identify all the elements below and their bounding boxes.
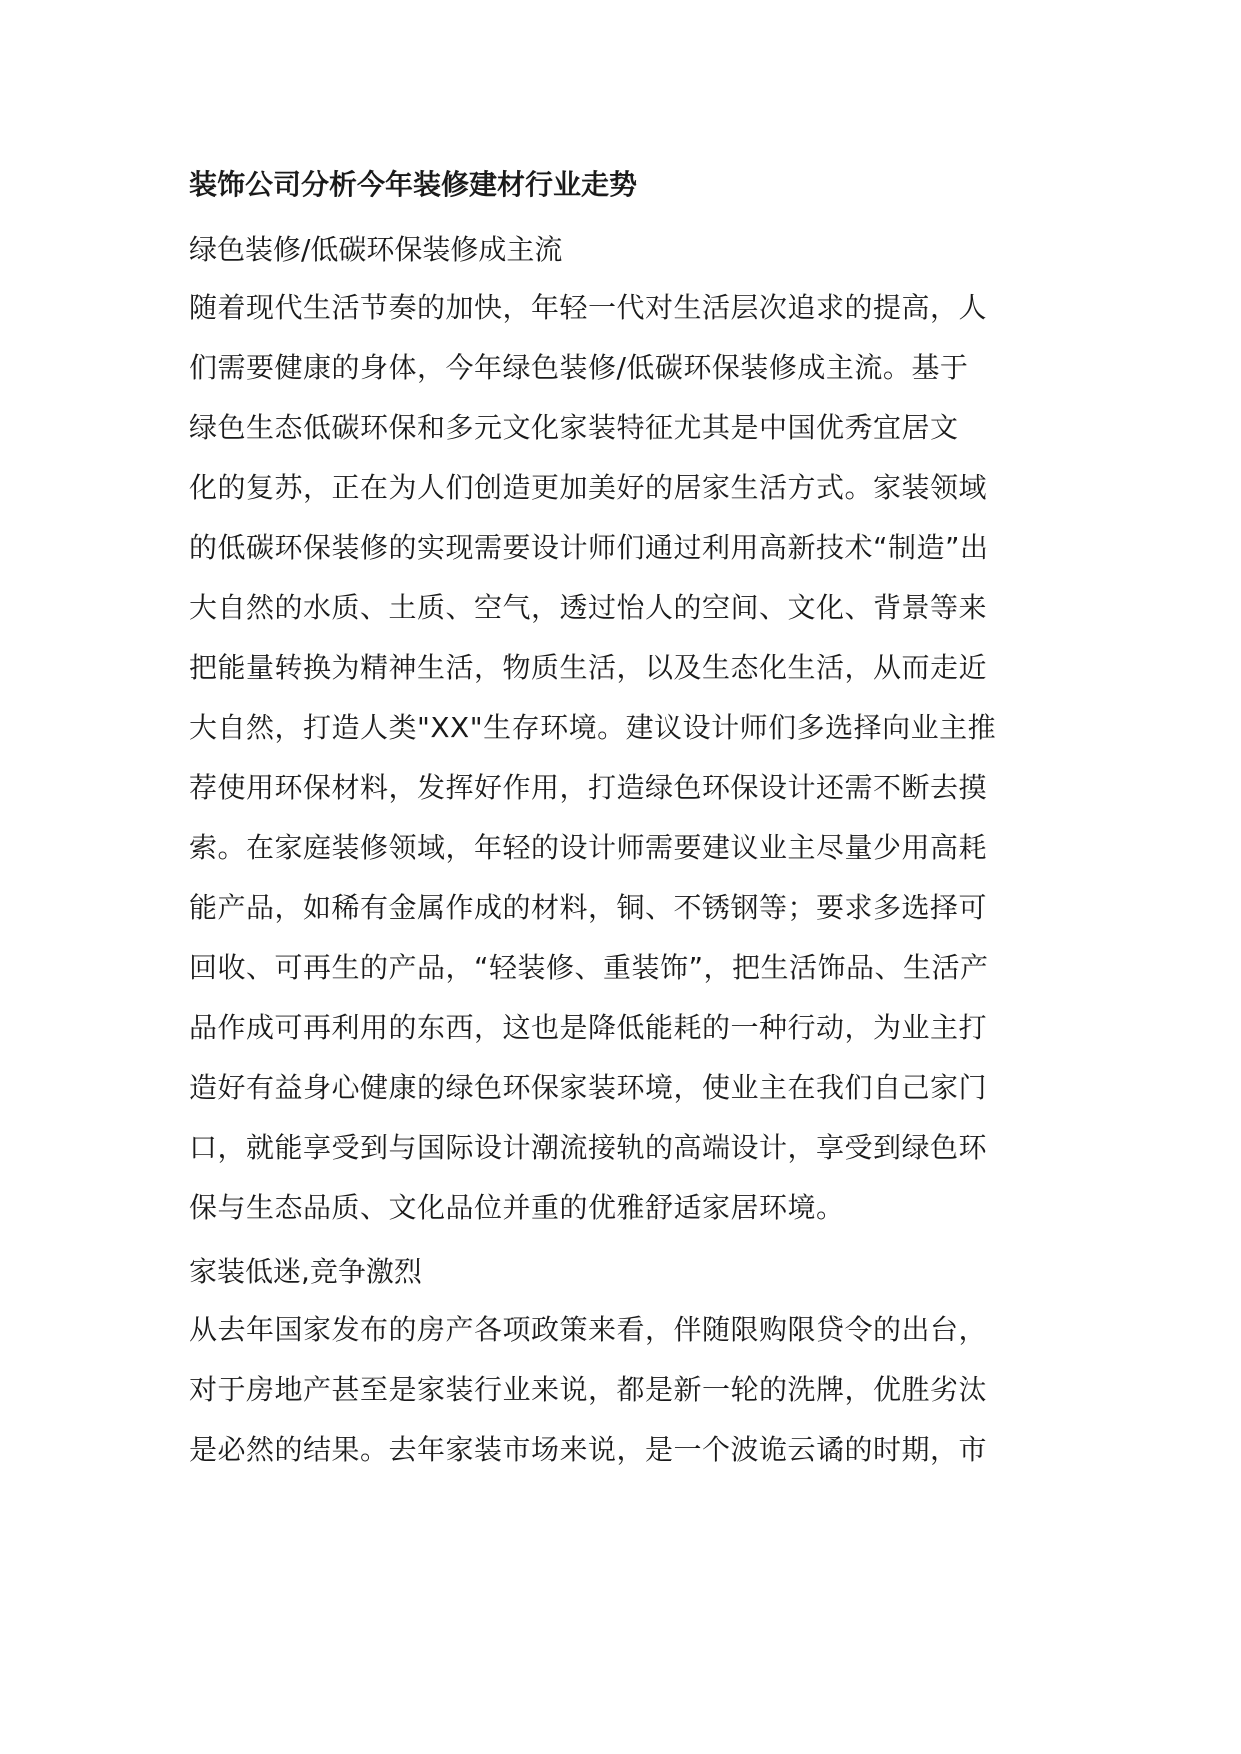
paragraph-line: 对于房地产甚至是家装行业来说，都是新一轮的洗牌，优胜劣汰 <box>189 1373 988 1406</box>
paragraph-line: 绿色生态低碳环保和多元文化家装特征尤其是中国优秀宜居文 <box>189 411 959 444</box>
paragraph-line: 品作成可再利用的东西，这也是降低能耗的一种行动，为业主打 <box>189 1011 988 1044</box>
paragraph-line: 随着现代生活节奏的加快，年轻一代对生活层次追求的提高，人 <box>189 291 988 324</box>
paragraph-line: 的低碳环保装修的实现需要设计师们通过利用高新技术“制造”出 <box>189 531 989 564</box>
section-heading-green-decoration: 绿色装修/低碳环保装修成主流 <box>189 233 563 266</box>
document-title: 装饰公司分析今年装修建材行业走势 <box>189 168 638 201</box>
paragraph-line: 荐使用环保材料，发挥好作用，打造绿色环保设计还需不断去摸 <box>189 771 988 804</box>
paragraph-line: 把能量转换为精神生活，物质生活，以及生态化生活，从而走近 <box>189 651 988 684</box>
paragraph-line: 们需要健康的身体，今年绿色装修/低碳环保装修成主流。基于 <box>189 351 969 384</box>
paragraph-line: 大自然，打造人类"XX"生存环境。建议设计师们多选择向业主推 <box>189 711 997 744</box>
section-paragraph-green-decoration <box>189 278 1059 1238</box>
document-body <box>189 165 1059 1480</box>
section-heading-market-competition: 家装低迷,竞争激烈 <box>189 1255 422 1288</box>
paragraph-line: 从去年国家发布的房产各项政策来看，伴随限购限贷令的出台， <box>189 1313 988 1346</box>
paragraph-line: 是必然的结果。去年家装市场来说，是一个波诡云谲的时期，市 <box>189 1433 988 1466</box>
paragraph-line: 大自然的水质、土质、空气，透过怡人的空间、文化、背景等来 <box>189 591 988 624</box>
paragraph-line: 化的复苏，正在为人们创造更加美好的居家生活方式。家装领域 <box>189 471 988 504</box>
paragraph-line: 索。在家庭装修领域，年轻的设计师需要建议业主尽量少用高耗 <box>189 831 988 864</box>
paragraph-line: 回收、可再生的产品，“轻装修、重装饰”，把生活饰品、生活产 <box>189 951 989 984</box>
paragraph-line: 口，就能享受到与国际设计潮流接轨的高端设计，享受到绿色环 <box>189 1131 988 1164</box>
section-paragraph-market-competition <box>189 1300 1059 1480</box>
paragraph-line: 能产品，如稀有金属作成的材料，铜、不锈钢等；要求多选择可 <box>189 891 988 924</box>
paragraph-line: 造好有益身心健康的绿色环保家装环境，使业主在我们自己家门 <box>189 1071 988 1104</box>
paragraph-line: 保与生态品质、文化品位并重的优雅舒适家居环境。 <box>189 1191 845 1224</box>
